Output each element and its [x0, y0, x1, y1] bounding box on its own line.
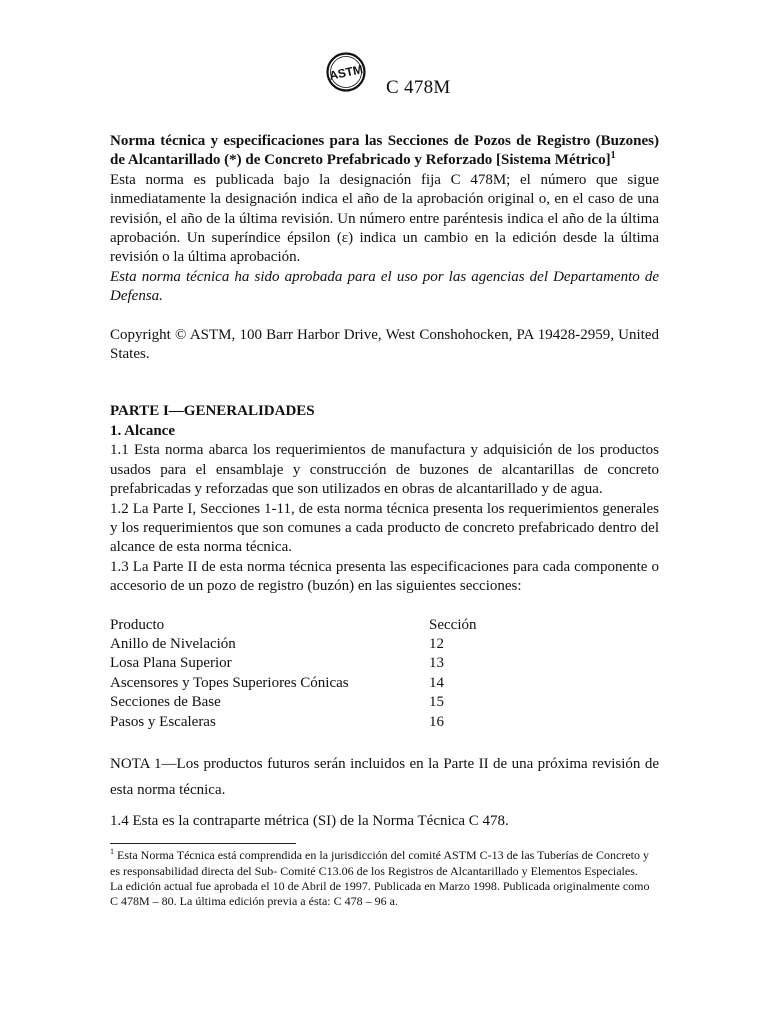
paragraph-1-4: 1.4 Esta es la contraparte métrica (SI) de la Norma Técnica C 478.: [110, 812, 509, 829]
footnote-text-1: Esta Norma Técnica está comprendida en la jurisdicción del comité ASTM C-13 de las Tuberías de Concreto y es responsabilidad directa del Sub- Comité C13.06 de los Registros de Alcantarillado y Elementos Especiales.: [110, 848, 649, 878]
table-cell-section: 13: [429, 655, 444, 672]
table-cell-section: 14: [429, 674, 444, 691]
table-cell-product: Pasos y Escaleras: [110, 713, 216, 730]
table-cell-product: Secciones de Base: [110, 694, 221, 711]
table-row: [110, 654, 659, 673]
astm-logo-icon: [326, 52, 366, 92]
table-cell-section: 15: [429, 694, 444, 711]
note-1: NOTA 1—Los productos futuros serán incluidos en la Parte II de una próxima revisión de esta norma técnica.: [110, 755, 659, 798]
footnote-mark: 1: [110, 847, 114, 857]
table-header-row: [110, 616, 659, 635]
table-row: [110, 713, 659, 732]
table-header-section: Sección: [429, 616, 477, 633]
table-cell-product: Losa Plana Superior: [110, 655, 232, 672]
table-header-product: Producto: [110, 616, 165, 633]
paragraph-1-1: 1.1 Esta norma abarca los requerimientos de manufactura y adquisición de los productos usados para el ensamblaje y construcción de buzones de alcantarillas de concreto prefabricadas y reforzadas que son utilizados en obras de alcantarillado y de agua.: [110, 442, 659, 498]
table-cell-product: Ascensores y Topes Superiores Cónicas: [110, 674, 349, 691]
table-cell-section: 12: [429, 635, 444, 652]
table-row: [110, 693, 659, 712]
table-row: [110, 635, 659, 654]
paragraph-1-3: 1.3 La Parte II de esta norma técnica presenta las especificaciones para cada componente o accesorio de un pozo de registro (buzón) en las siguientes secciones:: [110, 558, 659, 595]
table-row: [110, 674, 659, 693]
table-cell-product: Anillo de Nivelación: [110, 635, 236, 652]
designation-paragraph: Esta norma es publicada bajo la designación fija C 478M; el número que sigue inmediatamente la designación indica el año de la aprobación original o, en el caso de una revisión, el año de la última revisión. Un número entre paréntesis indica el año de la última aprobación. Un superíndice épsilon (ε) indica un cambio en la edición desde la última revisión o la última aprobación.: [110, 171, 659, 266]
document-body: [110, 132, 659, 909]
footnote-2: La edición actual fue aprobada el 10 de Abril de 1997. Publicada en Marzo 1998. Publicada originalmente como C 478M – 80. La última edición previa a ésta: C 478 – 96 a.: [110, 878, 650, 908]
document-code: C 478M: [386, 77, 451, 98]
products-table: [110, 616, 659, 732]
paragraph-1-2: 1.2 La Parte I, Secciones 1-11, de esta norma técnica presenta los requerimientos generales y los requerimientos que son comunes a cada producto de concreto prefabricado dentro del alcance de esta norma técnica.: [110, 500, 659, 556]
footnote-1: [110, 848, 659, 878]
title-text: Norma técnica y especificaciones para las Secciones de Pozos de Registro (Buzones) de Alcantarillado (*) de Concreto Prefabricado y Reforzado [Sistema Métrico]: [110, 133, 659, 169]
footnote-divider: [110, 843, 296, 844]
table-cell-section: 16: [429, 713, 444, 730]
copyright-paragraph: Copyright © ASTM, 100 Barr Harbor Drive, West Conshohocken, PA 19428-2959, United States.: [110, 326, 659, 363]
section-heading: 1. Alcance: [110, 422, 175, 439]
part-heading: PARTE I—GENERALIDADES: [110, 403, 315, 420]
title-footnote-mark: 1: [610, 150, 616, 162]
document-title: [110, 132, 659, 171]
approval-paragraph: Esta norma técnica ha sido aprobada para el uso por las agencias del Departamento de Defensa.: [110, 268, 659, 305]
astm-logo-text: ASTM: [328, 62, 365, 83]
